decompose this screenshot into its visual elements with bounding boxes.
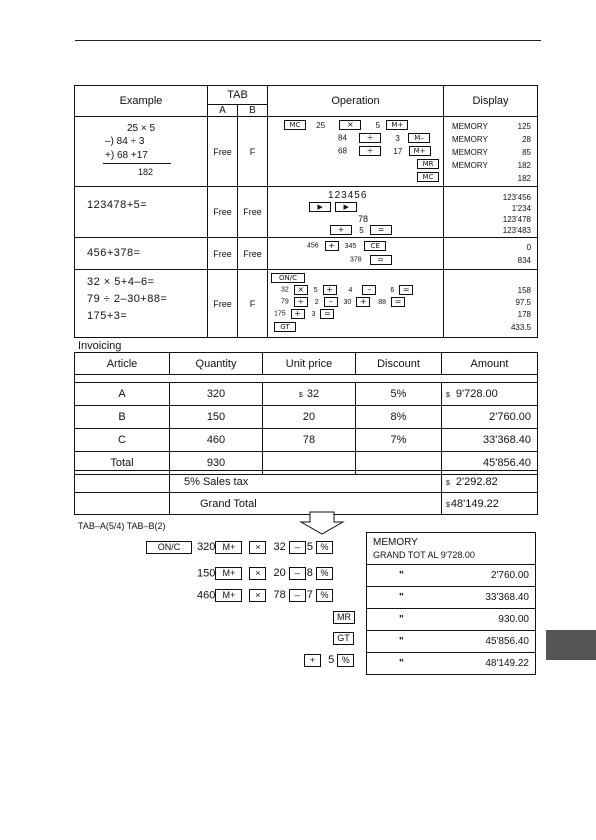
key-multiply: × (249, 541, 266, 554)
ditto-mark: " (399, 570, 404, 581)
key-sequence-line (197, 589, 333, 602)
section-tab-marker (546, 630, 596, 660)
total-quantity: 930 (170, 452, 263, 475)
key-equals: = (370, 225, 392, 235)
unit-price-cell (263, 383, 356, 406)
currency-symbol: $ (298, 392, 303, 399)
invoice-header: Quantity (170, 353, 263, 375)
seq-quantity: 150 (197, 567, 216, 580)
sum-line (103, 163, 171, 164)
key-sequence-line (333, 611, 355, 624)
key-mc: MC (284, 120, 306, 130)
operation-cell (268, 117, 444, 187)
article-cell: C (75, 429, 170, 452)
grand-total-amount: 48'149.22 (450, 497, 499, 510)
currency-symbol: $ (446, 501, 450, 509)
op-number: 5 (313, 286, 318, 294)
empty-cell (75, 493, 170, 515)
memory-value: 2'760.00 (490, 570, 529, 581)
tab-b-value: Free (238, 238, 268, 270)
total-label: Total (75, 452, 170, 475)
key-m-plus: M+ (215, 541, 242, 554)
key-mr: MR (333, 611, 355, 624)
display-label: MEMORY (452, 135, 488, 144)
invoice-header: Amount (442, 353, 538, 375)
example-line: 32 × 5+4–6= (87, 276, 155, 288)
key-m-plus: M+ (215, 589, 242, 602)
display-value: 85 (522, 148, 532, 157)
seq-quantity: 460 (197, 589, 216, 602)
currency-symbol: $ (446, 479, 450, 487)
ditto-mark: " (399, 592, 404, 603)
op-number: 3 (395, 133, 400, 143)
invoice-header: Article (75, 353, 170, 375)
key-m-plus: M+ (386, 120, 408, 130)
display-value: 0 (526, 243, 532, 252)
example-line: 79 ÷ 2–30+88= (87, 293, 168, 305)
op-number: 32 (281, 286, 289, 294)
tab-b-value: Free (238, 187, 268, 238)
key-gt: GT (333, 632, 354, 645)
key-minus: – (289, 567, 306, 580)
example-table (74, 85, 538, 338)
grand-total-label: Grand Total (170, 493, 442, 515)
memory-line1: MEMORY (373, 536, 418, 548)
memory-value: 48'149.22 (485, 658, 529, 669)
discount-cell: 7% (356, 429, 442, 452)
key-m-plus: M+ (215, 567, 242, 580)
key-plus: + (291, 309, 305, 319)
op-number: 456 (307, 242, 319, 250)
key-m-minus: M– (408, 133, 430, 143)
key-mc: MC (417, 172, 439, 182)
display-cell (444, 117, 538, 187)
key-plus: + (323, 285, 337, 295)
display-value: 433.5 (510, 323, 532, 332)
key-percent: % (316, 541, 333, 554)
seq-price: 78 (273, 589, 286, 602)
example-line: 123478+5= (87, 199, 148, 211)
seq-discount: 7 (306, 589, 313, 602)
op-number: 17 (393, 146, 403, 156)
table-row (75, 406, 538, 429)
unit-price-cell: 20 (263, 406, 356, 429)
key-m-plus: M+ (409, 146, 431, 156)
sales-tax-amount-cell (442, 471, 538, 493)
op-number: 378 (350, 256, 362, 264)
quantity-cell: 460 (170, 429, 263, 452)
sales-tax-label: 5% Sales tax (170, 471, 442, 493)
display-value: 125 (517, 122, 532, 131)
display-value: 182 (517, 161, 532, 170)
memory-header-cell (367, 533, 536, 565)
invoice-table (74, 352, 538, 475)
seq-price: 20 (273, 567, 286, 580)
tab-a-value: Free (208, 187, 238, 238)
key-percent: % (316, 567, 333, 580)
key-backspace-arrow: ▶ (335, 202, 357, 212)
seq-price: 32 (273, 541, 286, 554)
memory-row (367, 653, 536, 675)
display-value: 834 (517, 256, 532, 265)
ditto-mark: " (399, 614, 404, 625)
key-divide: ÷ (294, 297, 308, 307)
op-number: 4 (348, 286, 353, 294)
op-number: 2 (314, 298, 319, 306)
example-line: –) 84 ÷ 3 (105, 136, 145, 147)
tab-setting: TAB–A(5/4) TAB–B(2) (78, 521, 166, 531)
unit-price-cell: 78 (263, 429, 356, 452)
header-rule (75, 40, 541, 41)
amount-cell: 2'760.00 (442, 406, 538, 429)
op-number: 6 (390, 286, 395, 294)
memory-row (367, 565, 536, 587)
operation-cell (268, 187, 444, 238)
header-tab-b: B (238, 105, 268, 117)
display-value: 97.5 (515, 298, 532, 307)
example-line: 456+378= (87, 247, 141, 259)
display-value: 123'483 (502, 226, 532, 235)
memory-display (366, 532, 536, 675)
display-value: 158 (517, 286, 532, 295)
op-number: 123456 (328, 190, 368, 201)
tab-a-value: Free (208, 270, 238, 338)
invoice-header: Unit price (263, 353, 356, 375)
key-plus: + (356, 297, 370, 307)
key-multiply: × (249, 589, 266, 602)
header-tab-a: A (208, 105, 238, 117)
op-number: 79 (281, 298, 289, 306)
tab-b-value: F (238, 117, 268, 187)
op-number: 5 (375, 120, 381, 130)
memory-line2: GRAND TOT AL 9'728.00 (373, 549, 475, 560)
key-divide: ÷ (359, 146, 381, 156)
ditto-mark: " (399, 636, 404, 647)
key-multiply: × (249, 567, 266, 580)
totals-table (74, 470, 538, 515)
sales-tax-row (75, 471, 538, 493)
key-mr: MR (417, 159, 439, 169)
op-number: 25 (316, 120, 326, 130)
display-value: 1'234 (511, 204, 532, 213)
display-cell (444, 270, 538, 338)
tab-a-value: Free (208, 238, 238, 270)
key-ce: CE (364, 241, 386, 251)
quantity-cell: 320 (170, 383, 263, 406)
display-value: 28 (522, 135, 532, 144)
discount-cell: 8% (356, 406, 442, 429)
op-number: 30 (343, 298, 352, 306)
down-arrow-icon (299, 511, 345, 535)
key-sequence-line (304, 654, 354, 667)
article-cell: B (75, 406, 170, 429)
key-on-c: ON/C (271, 273, 305, 283)
amount-cell (442, 383, 538, 406)
display-label: MEMORY (452, 148, 488, 157)
key-plus: + (304, 654, 321, 667)
display-label: MEMORY (452, 122, 488, 131)
seq-discount: 5 (306, 541, 313, 554)
seq-discount: 8 (306, 567, 313, 580)
header-tab: TAB (208, 86, 268, 105)
key-plus: + (330, 225, 352, 235)
memory-value: 930.00 (498, 614, 529, 625)
key-equals: = (320, 309, 334, 319)
key-backspace-arrow: ▶ (309, 202, 331, 212)
key-sequence-line (333, 632, 354, 645)
article-cell: A (75, 383, 170, 406)
invoicing-title: Invoicing (78, 340, 122, 352)
key-sequence-line (197, 567, 333, 580)
table-row (75, 429, 538, 452)
key-percent: % (337, 654, 354, 667)
tab-b-value: F (238, 270, 268, 338)
invoice-spacer (75, 375, 538, 383)
header-example: Example (75, 86, 208, 117)
key-plus: + (325, 241, 339, 251)
key-minus: – (289, 589, 306, 602)
ditto-mark: " (399, 658, 404, 669)
op-number: 3 (311, 310, 316, 318)
key-minus: – (324, 297, 338, 307)
total-amount: 45'856.40 (442, 452, 538, 475)
invoice-header: Discount (356, 353, 442, 375)
sales-tax-amount: 2'292.82 (455, 475, 498, 488)
example-line: 175+3= (87, 310, 128, 322)
table-row (75, 383, 538, 406)
amount-value: 9'728.00 (455, 388, 498, 400)
operation-cell (268, 270, 444, 338)
key-divide: ÷ (359, 133, 381, 143)
empty-cell (75, 471, 170, 493)
memory-value: 33'368.40 (485, 592, 529, 603)
header-display: Display (444, 86, 538, 117)
example-line: 182 (138, 167, 154, 177)
key-equals: = (370, 255, 392, 265)
key-minus: – (289, 541, 306, 554)
display-value: 123'456 (502, 193, 532, 202)
seq-quantity: 320 (197, 541, 216, 554)
currency-symbol: $ (446, 392, 450, 399)
amount-cell: 33'368.40 (442, 429, 538, 452)
example-cell (75, 238, 208, 270)
key-multiply: × (339, 120, 361, 130)
key-gt: GT (274, 322, 296, 332)
op-number: 5 (359, 225, 364, 235)
memory-row (367, 587, 536, 609)
display-cell (444, 187, 538, 238)
display-value: 182 (517, 174, 532, 183)
unit-price-value: 32 (306, 388, 320, 400)
key-multiply: × (294, 285, 308, 295)
op-number: 88 (378, 298, 387, 306)
memory-row (367, 609, 536, 631)
key-sequence-line (146, 541, 333, 554)
display-label: MEMORY (452, 161, 488, 170)
op-number: 345 (344, 242, 357, 250)
op-number: 78 (358, 214, 369, 224)
quantity-cell: 150 (170, 406, 263, 429)
discount-cell: 5% (356, 383, 442, 406)
example-cell (75, 117, 208, 187)
key-equals: = (391, 297, 405, 307)
key-minus: – (362, 285, 376, 295)
example-line: 25 × 5 (127, 123, 156, 134)
op-number: 84 (338, 133, 347, 143)
display-value: 178 (517, 310, 532, 319)
seq-tax-value: 5 (328, 654, 335, 667)
op-number: 68 (338, 146, 347, 156)
operation-cell (268, 238, 444, 270)
example-line: +) 68 +17 (105, 150, 148, 161)
op-number: 175 (274, 310, 286, 318)
key-percent: % (316, 589, 333, 602)
grand-total-amount-cell (442, 493, 538, 515)
tab-a-value: Free (208, 117, 238, 187)
display-value: 123'478 (502, 215, 532, 224)
key-equals: = (399, 285, 413, 295)
example-cell (75, 270, 208, 338)
memory-row (367, 631, 536, 653)
display-cell (444, 238, 538, 270)
key-on-c: ON/C (146, 541, 192, 554)
header-operation: Operation (268, 86, 444, 117)
example-cell (75, 187, 208, 238)
memory-value: 45'856.40 (485, 636, 529, 647)
